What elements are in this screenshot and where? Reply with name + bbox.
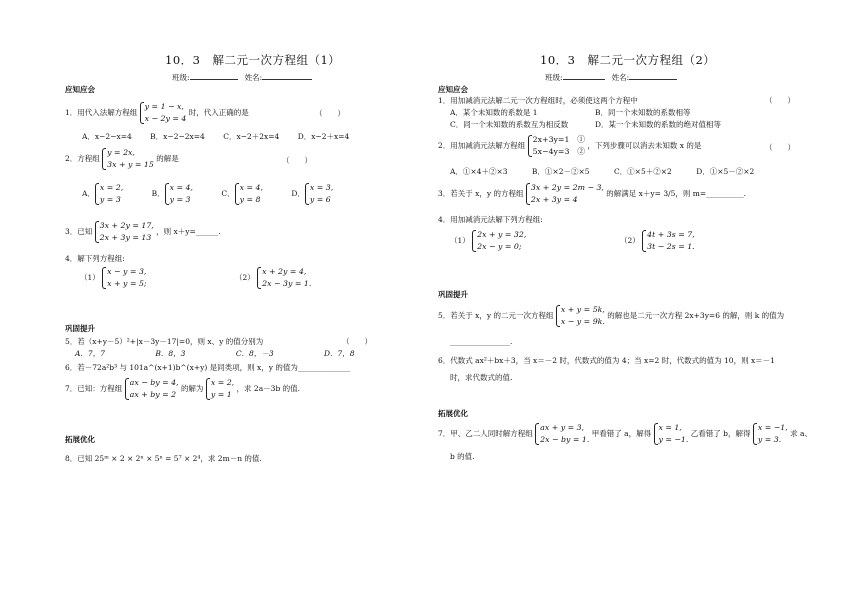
right-q1: 1．用加减消元法解二元一次方程组时，必须使这两个方程中 <box>438 96 638 105</box>
left-q5: 5．若（x+y－5）²+|x－3y－17|=0，则 x、y 的值分别为 <box>65 337 264 346</box>
right-q6: 6．代数式 ax²＋bx＋3，当 x＝－2 时，代数式的值为 4；当 x=2 时，代数式的值为 10，则 x＝－1 <box>438 356 775 365</box>
left-q5-paren: （ ） <box>342 337 372 346</box>
right-q2-paren: （ ） <box>765 143 795 152</box>
left-q2: 2．方程组 y = 2x, 3x + y = 15 的解是 <box>65 148 179 169</box>
right-title: 10．3 解二元一次方程组（2） <box>540 53 716 67</box>
section-yingzhi-2: 应知应会 <box>438 85 468 94</box>
left-q5-choices: A．7，7 B．8，3 C．8，－3 D．7，8 <box>75 349 355 358</box>
right-q2: 2．用加减消元法解方程组 2x+3y=1 ① 5x−4y=3 ② ，下列步骤可以消去未知数 x 的是 <box>438 135 702 156</box>
right-q1-choice-d: D．某一个未知数的系数的绝对值相等 <box>595 120 722 129</box>
section-gonggu: 巩固提升 <box>65 324 95 333</box>
section-gonggu-2: 巩固提升 <box>438 290 468 299</box>
left-class-name-line <box>172 71 312 83</box>
q1-system: y = 1 − x, x − 2y = 4 <box>140 101 187 125</box>
left-q1: 1．用代入法解方程组 y = 1 − x, x − 2y = 4 时，代入正确的是 <box>65 102 249 123</box>
name-blank <box>262 71 312 80</box>
left-q4-part1: （1） x − y = 3, x + y = 5; <box>80 267 147 288</box>
section-tuozhan-2: 拓展优化 <box>438 409 468 418</box>
left-q7: 7．已知：方程组 ax − by = 4, ax + by = 2 的解为 x = 2, y = 1 ，求 2a－3b 的值. <box>65 378 301 399</box>
left-q4: 4．解下列方程组: <box>65 254 125 263</box>
right-q1-choice-b: B．同一个未知数的系数相等 <box>595 108 691 117</box>
right-q4-part1: （1） 2x + y = 32, 2x − y = 0; <box>450 230 527 251</box>
left-q6: 6．若－72a²b³ 与 101a^(x+1)b^(x+y) 是同类项，则 x，y 的值为______________ <box>65 363 351 372</box>
right-q7-cont: b 的值. <box>450 452 475 461</box>
right-q1-choice-c: C．同一个未知数的系数互为相反数 <box>450 120 569 129</box>
q2-system: y = 2x, 3x + y = 15 <box>102 147 154 171</box>
section-yingzhi: 应知应会 <box>65 85 95 94</box>
name-label: 姓名: <box>244 73 263 82</box>
left-title: 10．3 解二元一次方程组（1） <box>165 53 341 67</box>
left-q2-options: A． x = 2, y = 3 B． x = 4, y = 3 C． x = 4, y = 8 D． x = 3, y = 6 <box>82 183 334 204</box>
right-q1-paren: （ ） <box>765 96 795 105</box>
right-q2-choices: A．①×4＋②×3 B．①×2－②×5 C．①×5＋②×2 D．①×5－②×2 <box>450 167 755 176</box>
left-q8: 8．已知 25ᵐ × 2 × 2ⁿ × 5ⁿ = 5⁷ × 2⁴，求 2m－n 的值. <box>65 454 262 463</box>
right-q4-part2: （2） 4t + 3s = 7, 3t − 2s = 1. <box>620 230 695 251</box>
left-q2-paren: （ ） <box>282 156 312 165</box>
left-q4-part2: （2） x + 2y = 4, 2x − 3y = 1. <box>235 267 312 288</box>
right-q3: 3．若关于 x，y 的方程组 3x + 2y = 2m − 3, 2x + 3y = 4 的解满足 x＋y= 3/5，则 m=__________. <box>438 183 747 204</box>
q3-system: 3x + 2y = 17, 2x + 3y = 13 <box>95 220 154 244</box>
right-q5: 5．若关于 x，y 的二元一次方程组 x + y = 5k, x − y = 9k. 的解也是二元一次方程 2x+3y=6 的解，则 k 的值为 <box>438 305 785 326</box>
class-label: 班级: <box>172 73 190 82</box>
left-q1-choices: A．x−2−x=4 B．x−2−2x=4 C．x−2＋2x=4 D．x−2＋x=4 <box>82 132 350 141</box>
right-q4: 4．用加减消元法解下列方程组: <box>438 215 543 224</box>
right-class-name-line: 班级: 姓名: <box>545 71 677 83</box>
left-q1-paren: （ ） <box>315 109 345 118</box>
right-q6-cont: 时，求代数式的值. <box>450 373 513 382</box>
right-q7: 7．甲、乙二人同时解方程组 ax + y = 3, 2x − by = 1. 甲看错了 a，解得 x = 1, y = −1. 乙看错了 b，解得 x = −1, y = 3. 求 a、 <box>438 423 812 444</box>
section-tuozhan: 拓展优化 <box>65 435 95 444</box>
class-blank <box>190 71 238 80</box>
right-q5-blank: ________________. <box>450 337 513 346</box>
left-q3: 3．已知 3x + 2y = 17, 2x + 3y = 13 ，则 x＋y=______. <box>65 221 221 242</box>
right-q1-choice-a: A．某个未知数的系数是 1 <box>450 108 538 117</box>
